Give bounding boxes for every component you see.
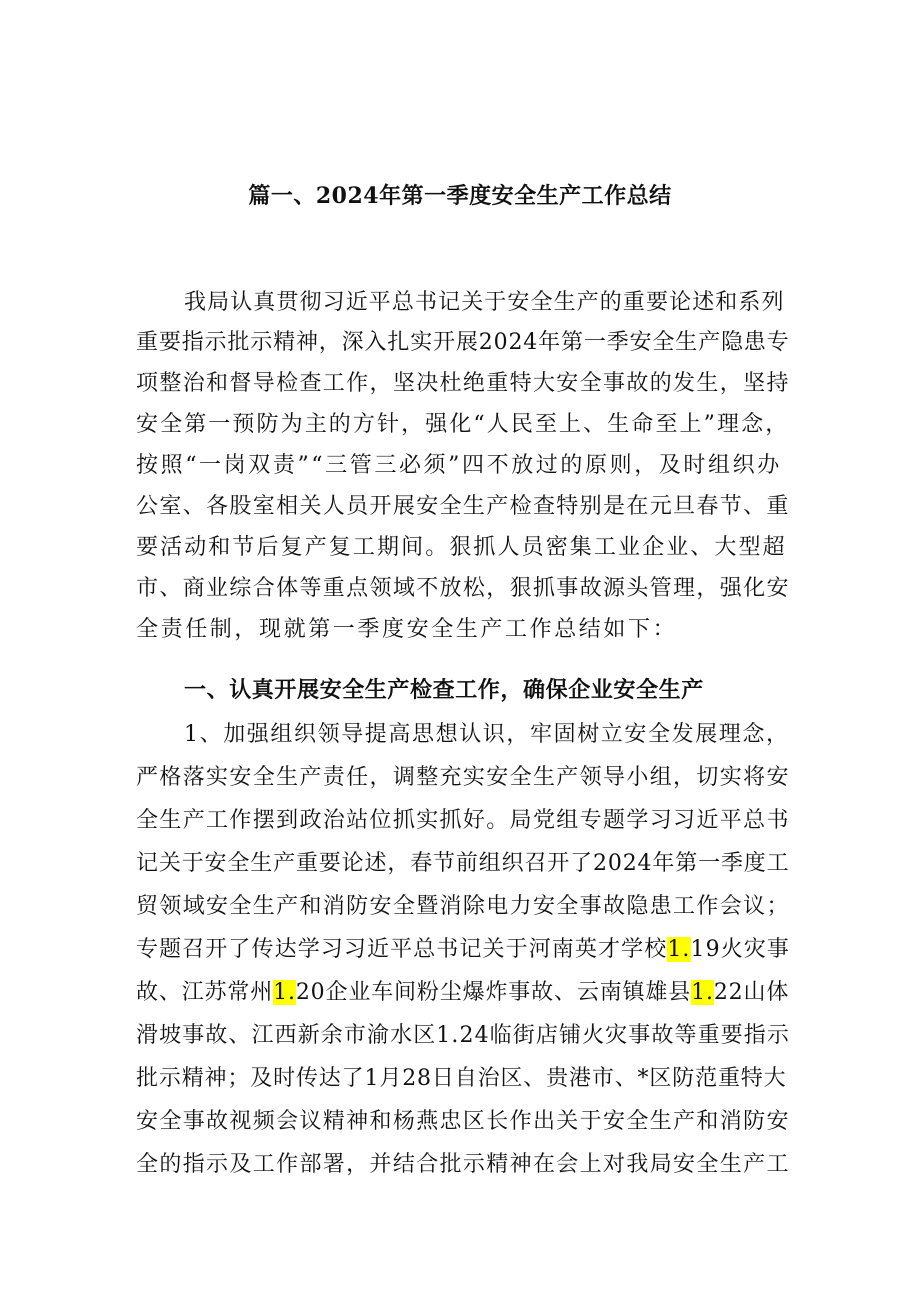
text-segment: 19火灾事 xyxy=(690,937,791,962)
highlighted-text: 1. xyxy=(691,980,714,1005)
paragraph-line: 项整治和督导检查工作，坚决杜绝重特大安全事故的发生，坚持 xyxy=(136,371,790,396)
paragraph-line: 全生产工作摆到政治站位抓实抓好。局党组专题学习习近平总书 xyxy=(136,808,790,833)
paragraph-line: 安全事故视频会议精神和杨燕忠区长作出关于安全生产和消防安 xyxy=(136,1109,790,1134)
paragraph-line: 要活动和节后复产复工期间。狠抓人员密集工业企业、大型超 xyxy=(136,535,787,560)
paragraph-line xyxy=(136,932,790,968)
paragraph-line: 1、加强组织领导提高思想认识，牢固树立安全发展理念， xyxy=(184,722,790,747)
paragraph-line xyxy=(136,975,789,1011)
text-segment: 22山体 xyxy=(713,980,790,1005)
paragraph-line: 市、商业综合体等重点领域不放松，狠抓事故源头管理，强化安 xyxy=(136,576,790,601)
highlighted-text: 1. xyxy=(667,937,691,962)
paragraph-line: 我局认真贯彻习近平总书记关于安全生产的重要论述和系列 xyxy=(184,290,785,315)
paragraph-line: 全的指示及工作部署，并结合批示精神在会上对我局安全生产工 xyxy=(136,1152,790,1177)
paragraph-line: 安全第一预防为主的方针，强化“人民至上、生命至上”理念， xyxy=(136,412,790,437)
section-heading: 一、认真开展安全生产检查工作，确保企业安全生产 xyxy=(184,678,704,703)
document-title: 篇一、2024年第一季度安全生产工作总结 xyxy=(248,183,672,209)
paragraph-line: 公室、各股室相关人员开展安全生产检查特别是在元旦春节、重 xyxy=(136,494,790,519)
highlighted-text: 1. xyxy=(273,980,296,1005)
paragraph-line: 批示精神；及时传达了1月28日自治区、贵港市、*区防范重特大 xyxy=(136,1066,787,1091)
text-segment: 专题召开了传达学习习近平总书记关于河南英才学校 xyxy=(136,937,668,962)
paragraph-line: 按照“一岗双责”“三管三必须”四不放过的原则，及时组织办 xyxy=(136,453,782,478)
paragraph-line: 重要指示批示精神，深入扎实开展2024年第一季安全生产隐患专 xyxy=(136,330,790,355)
text-segment: 故、江苏常州 xyxy=(136,980,274,1005)
text-segment: 20企业车间粉尘爆炸事故、云南镇雄县 xyxy=(295,980,692,1005)
paragraph-line: 严格落实安全生产责任，调整充实安全生产领导小组，切实将安 xyxy=(136,765,790,790)
paragraph-line: 记关于安全生产重要论述，春节前组织召开了2024年第一季度工 xyxy=(136,851,790,876)
paragraph-line: 滑坡事故、江西新余市渝水区1.24临街店铺火灾事故等重要指示 xyxy=(136,1023,790,1048)
paragraph-line: 全责任制，现就第一季度安全生产工作总结如下： xyxy=(136,617,678,642)
paragraph-line: 贸领域安全生产和消防安全暨消除电力安全事故隐患工作会议； xyxy=(136,894,790,919)
